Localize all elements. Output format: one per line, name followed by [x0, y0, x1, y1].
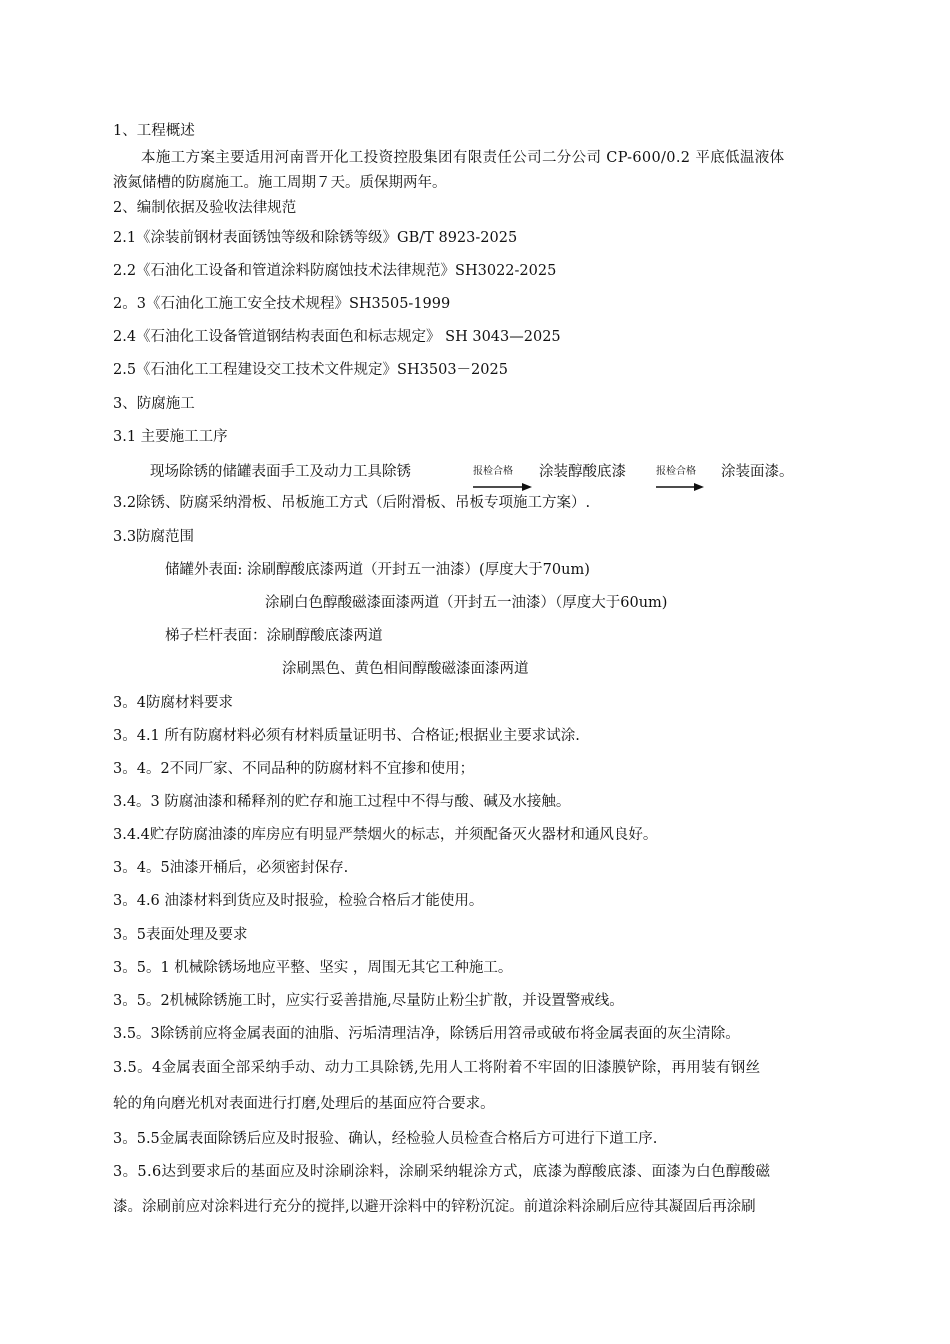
flow-arrow-1-label: 报检合格	[473, 466, 513, 477]
item-3-4-1: 3。4.1 所有防腐材料必须有材料质量证明书、合格证;根据业主要求试涂.	[113, 728, 580, 744]
scope-tank-primer: 储罐外表面: 涂刷醇酸底漆两道（开封五一油漆）(厚度大于70um)	[165, 562, 590, 578]
section-heading-1: 1、工程概述	[113, 123, 195, 139]
flow-arrow-2-label: 报检合格	[656, 466, 696, 477]
arrow-right-icon	[656, 483, 704, 491]
scope-ladder-topcoat: 涂刷黑色、黄色相间醇酸磁漆面漆两道	[282, 661, 529, 677]
scope-tank-topcoat: 涂刷白色醇酸磁漆面漆两道（开封五一油漆）（厚度大于60um)	[265, 595, 668, 611]
subsection-3-5: 3。5表面处理及要求	[113, 927, 248, 943]
standard-2-1: 2.1《涂装前钢材表面锈蚀等级和除锈等级》GB/T 8923-2025	[113, 230, 518, 246]
item-3-5-3: 3.5。3除锈前应将金属表面的油脂、污垢清理洁净，除锈后用笤帚或破布将金属表面的灰尘清除。	[113, 1026, 740, 1042]
subsection-3-1: 3.1 主要施工工序	[113, 429, 228, 445]
standard-2-2: 2.2《石油化工设备和管道涂料防腐蚀技术法律规范》SH3022-2025	[113, 263, 557, 279]
flow-arrows	[150, 459, 850, 495]
scope-ladder-primer: 梯子栏杆表面：涂刷醇酸底漆两道	[165, 628, 383, 644]
item-3-4-4: 3.4.4贮存防腐油漆的库房应有明显严禁烟火的标志，并须配备灭火器材和通风良好。	[113, 827, 658, 843]
item-3-4-3: 3.4。3 防腐油漆和稀释剂的贮存和施工过程中不得与酸、碱及水接触。	[113, 794, 571, 810]
section-heading-3: 3、防腐施工	[113, 396, 195, 412]
item-3-5-2: 3。5。2机械除锈施工时，应实行妥善措施,尽量防止粉尘扩散，并设置警戒线。	[113, 993, 624, 1009]
item-3-5-4-line-1: 3.5。4金属表面全部采纳手动、动力工具除锈,先用人工将附着不牢固的旧漆膜铲除，再用装有钢丝	[113, 1060, 761, 1076]
item-3-4-2: 3。4。2不同厂家、不同品种的防腐材料不宜掺和使用；	[113, 761, 475, 777]
section-heading-2: 2、编制依据及验收法律规范	[113, 200, 297, 216]
overview-paragraph-line-1: 本施工方案主要适用河南晋开化工投资控股集团有限责任公司二分公司 CP-600/0.2 平底低温液体	[141, 150, 785, 166]
flow-step-3: 涂装面漆。	[721, 464, 794, 480]
flow-step-1: 现场除锈的储罐表面手工及动力工具除锈	[150, 464, 411, 480]
subsection-3-2: 3.2除锈、防腐采纳滑板、吊板施工方式（后附滑板、吊板专项施工方案）.	[113, 495, 591, 511]
overview-paragraph-line-2: 液氮储槽的防腐施工。施工周期７天。质保期两年。	[113, 175, 447, 191]
standard-2-3: 2。3《石油化工施工安全技术规程》SH3505-1999	[113, 296, 451, 312]
item-3-5-5: 3。5.5金属表面除锈后应及时报验、确认，经检验人员检查合格后方可进行下道工序.	[113, 1131, 658, 1147]
subsection-3-3: 3.3防腐范围	[113, 529, 195, 545]
item-3-4-6: 3。4.6 油漆材料到货应及时报验，检验合格后才能使用。	[113, 893, 484, 909]
arrow-right-icon	[473, 483, 532, 491]
item-3-4-5: 3。4。5油漆开桶后，必须密封保存.	[113, 860, 349, 876]
standard-2-4: 2.4《石油化工设备管道钢结构表面色和标志规定》 SH 3043—2025	[113, 329, 561, 345]
item-3-5-6-line-2: 漆。涂刷前应对涂料进行充分的搅拌,以避开涂料中的锌粉沉淀。前道涂料涂刷后应待其凝固后再涂刷	[113, 1199, 756, 1215]
item-3-5-6-line-1: 3。5.6达到要求后的基面应及时涂刷涂料，涂刷采纳辊涂方式，底漆为醇酸底漆、面漆为白色醇酸磁	[113, 1164, 771, 1180]
subsection-3-4: 3。4防腐材料要求	[113, 695, 233, 711]
standard-2-5: 2.5《石油化工工程建设交工技术文件规定》SH3503－2025	[113, 362, 508, 378]
item-3-5-1: 3。5。1 机械除锈场地应平整、坚实 ，周围无其它工种施工。	[113, 960, 513, 976]
item-3-5-4-line-2: 轮的角向磨光机对表面进行打磨,处理后的基面应符合要求。	[113, 1096, 495, 1112]
process-flow	[150, 459, 850, 495]
flow-step-2: 涂装醇酸底漆	[539, 464, 626, 480]
